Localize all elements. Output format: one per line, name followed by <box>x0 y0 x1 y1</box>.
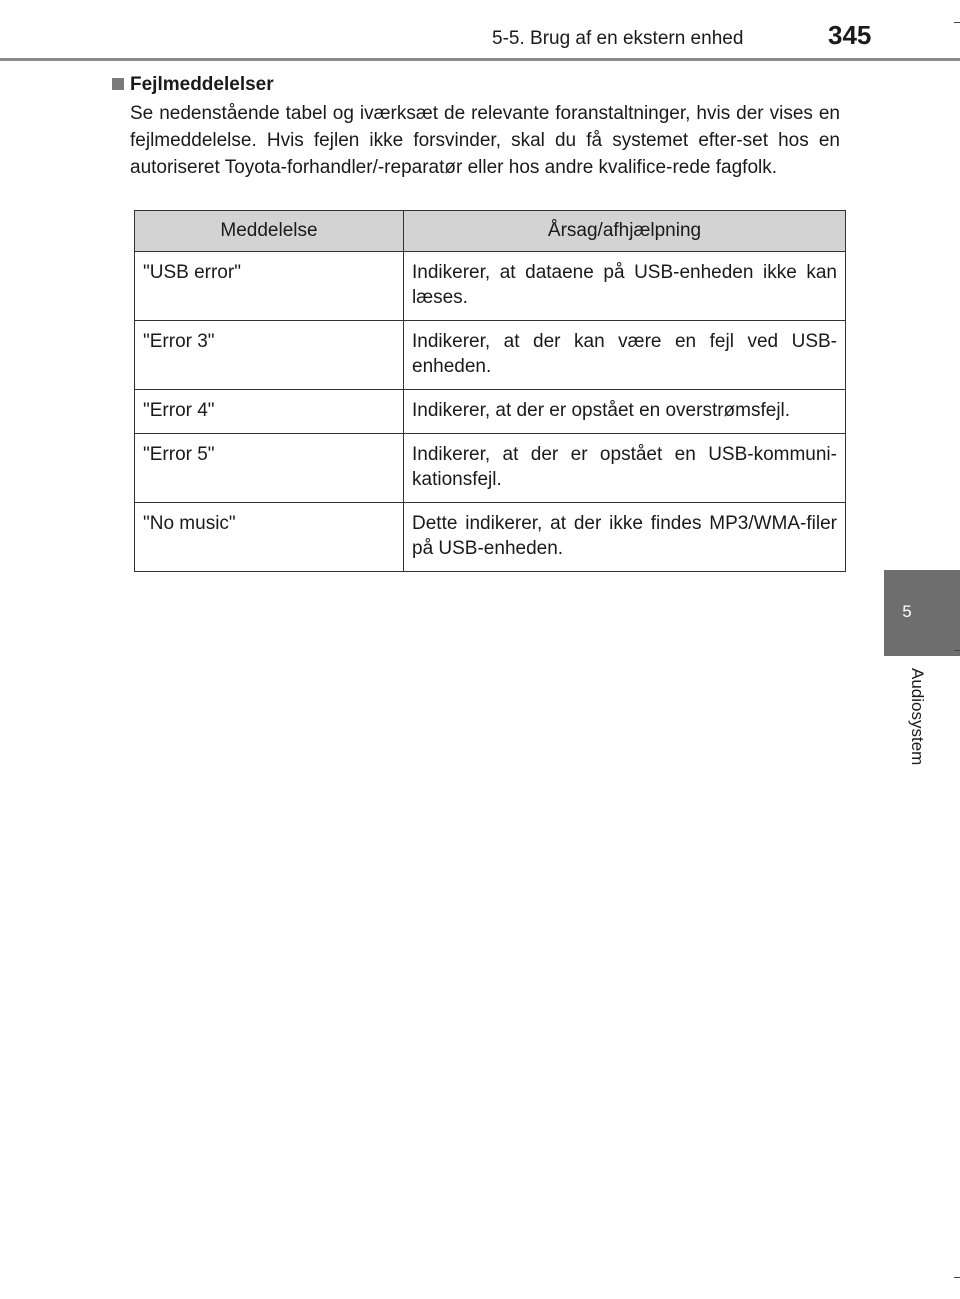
table-row <box>135 252 846 321</box>
message-cell: "Error 4" <box>135 390 404 434</box>
remedy-cell: Indikerer, at der er opstået en USB-kommuni-kationsfejl. <box>404 434 846 503</box>
column-header-message: Meddelelse <box>135 211 404 252</box>
error-message-table <box>134 210 846 572</box>
message-cell: "Error 3" <box>135 321 404 390</box>
column-header-remedy: Årsag/afhjælpning <box>404 211 846 252</box>
chapter-tab <box>884 570 960 656</box>
chapter-label: Audiosystem <box>908 668 927 766</box>
header-rule <box>0 58 960 61</box>
message-cell: "Error 5" <box>135 434 404 503</box>
crop-mark <box>954 1277 960 1278</box>
square-bullet-icon <box>112 78 124 90</box>
heading-text: Fejlmeddelelser <box>130 74 274 95</box>
remedy-cell: Indikerer, at der er opstået en overstrømsfejl. <box>404 390 846 434</box>
remedy-cell: Indikerer, at dataene på USB-enheden ikke kan læses. <box>404 252 846 321</box>
crop-mark <box>954 22 960 23</box>
table-row <box>135 321 846 390</box>
crop-mark <box>954 650 960 651</box>
section-title: 5-5. Brug af en ekstern enhed <box>492 28 744 49</box>
table-row <box>135 434 846 503</box>
message-cell: "No music" <box>135 503 404 572</box>
table-row <box>135 503 846 572</box>
chapter-number: 5 <box>902 602 912 621</box>
table-header-row <box>135 211 846 252</box>
remedy-cell: Indikerer, at der kan være en fejl ved USB-enheden. <box>404 321 846 390</box>
section-heading <box>112 74 274 96</box>
intro-paragraph: Se nedenstående tabel og iværksæt de relevante foranstaltninger, hvis der vises en fejlmeddelelse. Hvis fejlen ikke forsvinder, skal du få systemet efter-set hos en autoriseret Toyota-forhandler/-reparatør eller hos andre kvalifice-rede fagfolk. <box>130 103 840 178</box>
message-cell: "USB error" <box>135 252 404 321</box>
page-number: 345 <box>828 20 872 50</box>
remedy-cell: Dette indikerer, at der ikke findes MP3/WMA-filer på USB-enheden. <box>404 503 846 572</box>
table-row <box>135 390 846 434</box>
